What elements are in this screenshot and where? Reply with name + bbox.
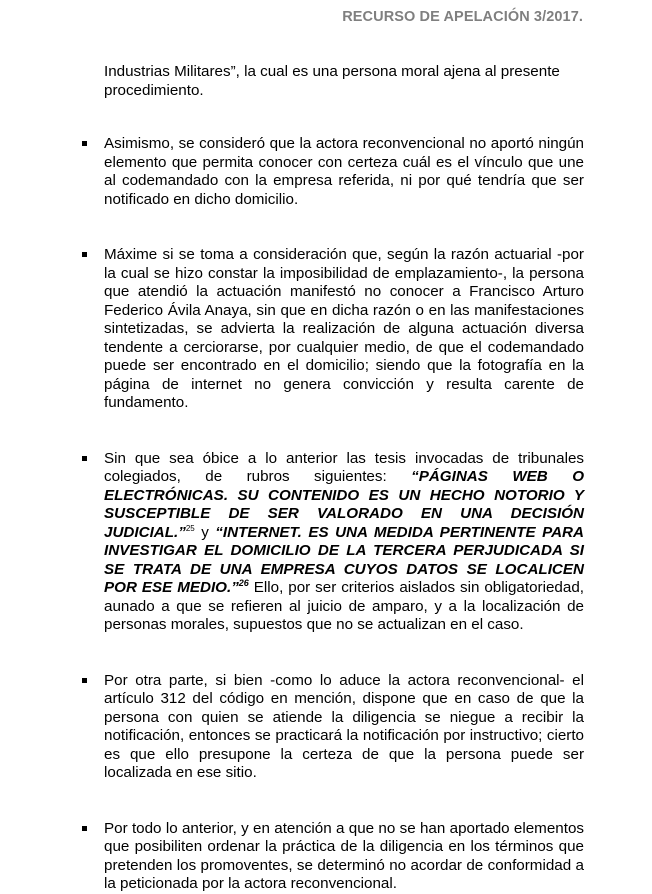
square-bullet-icon xyxy=(82,678,87,683)
bullet-text: Por otra parte, si bien -como lo aduce la actora reconvencional- el artículo 312 del código en mención, dispone que en caso de que la persona con quien se atiende la diligencia se niegue a recibir la notificación, entonces se practicará la notificación por instructivo; cierto es que ello presupone la certeza de que la persona puede ser localizada en ese sitio. xyxy=(104,671,584,781)
square-bullet-icon xyxy=(82,456,87,461)
thesis-title-1: “PÁGINAS WEB O ELECTRÓNICAS. SU CONTENIDO ES UN HECHO NOTORIO Y SUSCEPTIBLE DE SER VALORADO EN UNA DECISIÓN JUDICIAL.” xyxy=(104,468,585,541)
document-body xyxy=(104,63,584,894)
square-bullet-icon xyxy=(82,826,87,831)
footnote-ref-25: 25 xyxy=(185,523,195,533)
footnote-ref-26: 26 xyxy=(238,578,249,588)
bullet-text-intro: Sin que sea óbice a lo anterior las tesis invocadas de tribunales colegiados, de rubros siguientes: xyxy=(104,449,584,485)
bullet-paragraph xyxy=(104,672,584,783)
bullet-text: Por todo lo anterior, y en atención a que no se han aportado elementos que posibiliten ordenar la práctica de la diligencia en los términos que pretenden los promoventes, se determinó no acordar de conformidad a la peticionada por la actora reconvencional. xyxy=(104,819,584,892)
thesis-title-2: “INTERNET. ES UNA MEDIDA PERTINENTE PARA INVESTIGAR EL DOMICILIO DE LA TERCERA PERJUDICADA SI SE TRATA DE UNA EMPRESA CUYOS DATOS SE LOCALICEN POR ESE MEDIO.” xyxy=(104,523,584,596)
bullet-paragraph xyxy=(104,135,584,209)
bullet-paragraph xyxy=(104,246,584,413)
bullet-paragraph xyxy=(104,450,584,635)
bullet-paragraph xyxy=(104,820,584,894)
bullet-text: Máxime si se toma a consideración que, según la razón actuarial -por la cual se hizo constar la imposibilidad de emplazamiento-, la persona que atendió la actuación manifestó no conocer a Francisco Arturo Federico Ávila Anaya, sin que en dicha razón o en las manifestaciones sintetizadas, se advierta la realización de alguna actuación diversa tendente a cerciorarse, por cualquier medio, de que el codemandado puede ser encontrado en el domicilio; siendo que la fotografía en la página de internet no genera convicción y resulta carente de fundamento. xyxy=(104,246,584,411)
bullet-text-outro: Ello, por ser criterios aislados sin obligatoriedad, aunado a que se refieren al juicio de amparo, y a la localización de personas morales, supuestos que no se actualizan en el caso. xyxy=(104,579,584,633)
continuation-paragraph: Industrias Militares”, la cual es una persona moral ajena al presente procedimiento. xyxy=(104,63,560,99)
bullet-text: Asimismo, se consideró que la actora reconvencional no aportó ningún elemento que permita conocer con certeza cuál es el vínculo que une al codemandado con la empresa referida, ni por qué tendría que ser notificado en dicho domicilio. xyxy=(104,135,584,208)
bullet-text-joiner: y xyxy=(194,523,216,541)
square-bullet-icon xyxy=(82,141,87,146)
square-bullet-icon xyxy=(82,252,87,257)
case-header: RECURSO DE APELACIÓN 3/2017. xyxy=(342,9,583,25)
